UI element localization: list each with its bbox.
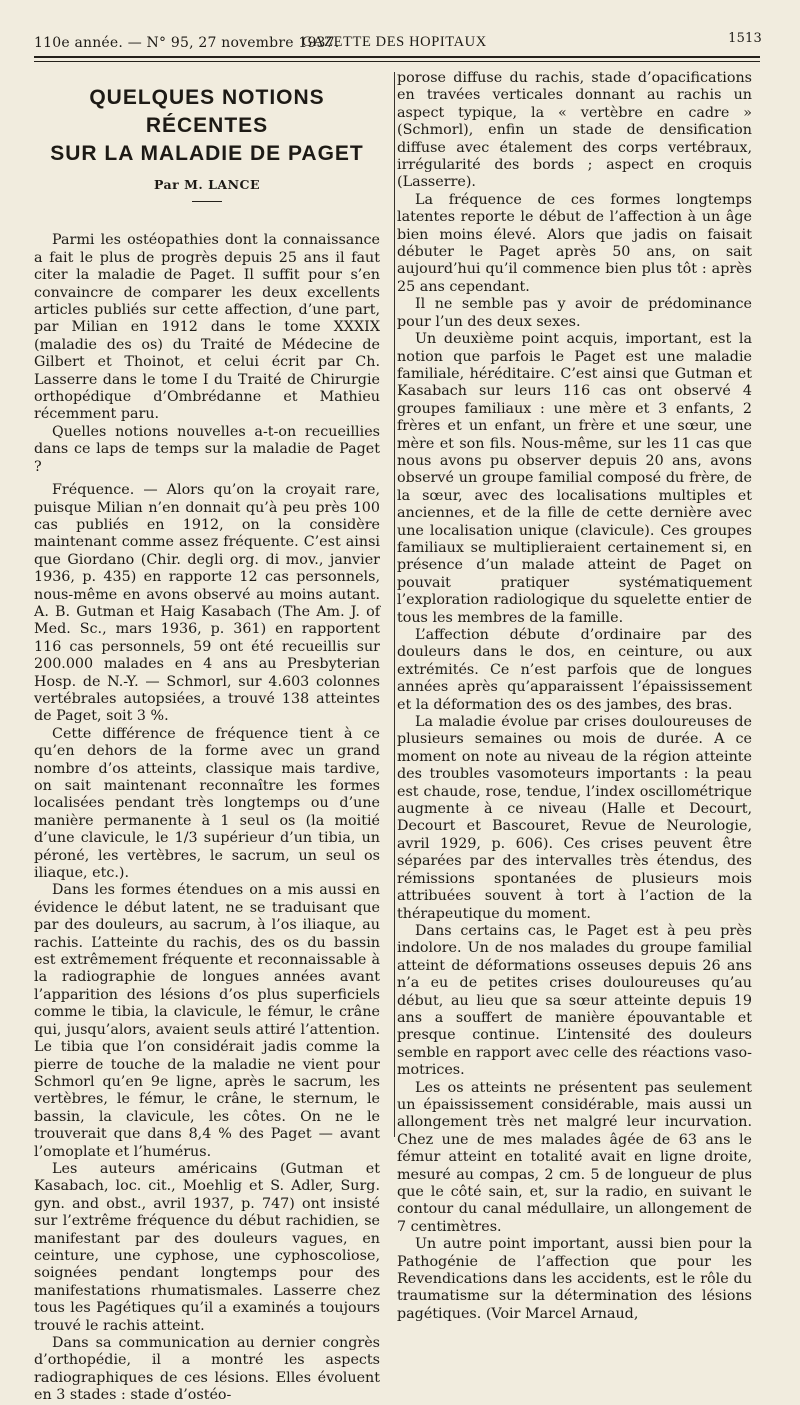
issue-info: 110e année. — N° 95, 27 novembre 1937. (34, 35, 340, 51)
paragraph: Un deuxième point acquis, important, est la notion que parfois le Paget est une maladie familiale, héréditaire. C’est ainsi que Gutman et Kasabach sur leurs 116 cas ont observé 4 groupes familiaux : une mère et 3 enfants, 2 frères et un enfant, un frère et une sœur, une mère et son fils. Nous-même, sur les 11 cas que nous avons pu observer depuis 20 ans, avons observé un groupe familial composé du frère, de la sœur, avec des localisations multiples et anciennes, et de la fille de cette dernière avec une localisation unique (clavicule). Ces groupes familiaux se multiplieraient certainement si, en présence d’un malade atteint de Paget on pouvait pratiquer systématiquement l’exploration radiologique du squelette entier de tous les membres de la famille. (397, 331, 752, 626)
running-header (34, 33, 762, 53)
paragraph: La fréquence de ces formes longtemps latentes reporte le début de l’affection à un âge bien moins élevé. Alors que jadis on faisait débuter le Paget après 50 ans, on sait aujourd’hui qu’il commence bien plus tôt : après 25 ans cependant. (397, 191, 752, 295)
article-author: Par M. LANCE (153, 177, 261, 192)
paragraph: Fréquence. — Alors qu’on la croyait rare, puisque Milian n’en donnait qu’à peu près 100 cas publiés en 1912, on la considère maintenant comme assez fréquente. C’est ainsi que Giordano (Chir. degli org. di mov., janvier 1936, p. 435) en rapporte 12 cas personnels, nous-même en avons observé au moins autant. A. B. Gutman et Haig Kasabach (The Am. J. of Med. Sc., mars 1936, p. 361) en rapportent 116 cas personnels, 59 ont été recueillis sur 200.000 malades en 4 ans au Presbyterian Hosp. de N.-Y. — Schmorl, sur 4.603 colonnes vertébrales autopsiées, a trouvé 138 atteintes de Paget, soit 3 %. (34, 482, 380, 725)
paragraph: Les auteurs américains (Gutman et Kasabach, loc. cit., Moehlig et S. Adler, Surg. gyn. and obst., avril 1937, p. 747) ont insisté sur l’extrême fréquence du début rachidien, se manifestant par des douleurs vagues, en ceinture, une cyphose, une cyphoscoliose, soignées pendant longtemps pour des manifestations rhumatismales. Lasserre chez tous les Pagétiques qu’il a examinés a toujours trouvé le rachis atteint. (34, 1160, 380, 1334)
paragraph: La maladie évolue par crises douloureuses de plusieurs semaines ou mois de durée. A ce moment on note au niveau de la région atteinte des troubles vasomoteurs importants : la peau est chaude, rose, tendue, l’index oscillométrique augmente à ce niveau (Halle et Decourt, Decourt et Bascouret, Revue de Neurologie, avril 1929, p. 606). Ces crises peuvent être séparées par des intervalles très étendus, des rémissions spontanées de plusieurs mois attribuées souvent à tort à l’action de la thérapeutique du moment. (397, 714, 752, 922)
journal-title: GAZETTE DES HOPITAUX (302, 34, 487, 50)
paragraph: Il ne semble pas y avoir de prédominance pour l’un des deux sexes. (397, 296, 752, 330)
article-title-line-1: QUELQUES NOTIONS RÉCENTES (89, 86, 325, 137)
right-column (397, 70, 752, 1323)
page-number: 1513 (728, 31, 762, 46)
paragraph: Parmi les ostéopathies dont la connaissance a fait le plus de progrès depuis 25 ans il faut citer la maladie de Paget. Il suffit pour s’en convaincre de comparer les deux excellents articles publiés sur cette affection, d’une part, par Milian en 1912 dans le tome XXXIX (maladie des os) du Traité de Médecine de Gilbert et Thoinot, et celui écrit par Ch. Lasserre dans le tome I du Traité de Chirurgie orthopédique d’Ombrédanne et Mathieu récemment paru. (34, 232, 380, 423)
article-title (34, 84, 380, 168)
left-column (34, 84, 380, 1405)
paragraph: Dans sa communication au dernier congrès d’orthopédie, il a montré les aspects radiographiques de ces lésions. Elles évoluent en 3 stades : stade d’ostéo- (34, 1335, 380, 1404)
header-rule-thick (34, 56, 760, 58)
paragraph: L’affection débute d’ordinaire par des douleurs dans le dos, en ceinture, ou aux extrémités. Ce n’est parfois que de longues années après qu’apparaissent l’épaississement et la déformation des os des jambes, des bras. (397, 627, 752, 713)
paragraph: Dans les formes étendues on a mis aussi en évidence le début latent, ne se traduisant que par des douleurs, au sacrum, à l’os iliaque, au rachis. L’atteinte du rachis, des os du bassin est extrêmement fréquente et reconnaissable à la radiographie de longues années avant l’apparition des lésions d’os plus superficiels comme le tibia, la clavicule, le fémur, le crâne qui, jusqu’alors, avaient seuls attiré l’attention. Le tibia que l’on considérait jadis comme la pierre de touche de la maladie ne vient pour Schmorl qu’en 9e ligne, après le sacrum, les vertèbres, le fémur, le crâne, le sternum, le bassin, la clavicule, les côtes. On ne le trouverait que dans 8,4 % des Paget — avant l’omoplate et l’humérus. (34, 882, 380, 1160)
paragraph: porose diffuse du rachis, stade d’opacifications en travées verticales donnant au rachis un aspect typique, la « vertèbre en cadre » (Schmorl), enfin un stade de densification diffuse avec étalement des corps vertébraux, irrégularité des bords ; aspect en croquis (Lasserre). (397, 70, 752, 191)
paragraph: Dans certains cas, le Paget est à peu près indolore. Un de nos malades du groupe familial atteint de déformations osseuses depuis 26 ans n’a eu de petites crises douloureuses qu’au début, au lieu que sa sœur atteinte depuis 19 ans a souffert de manière épouvantable et presque continue. L’intensité des douleurs semble en rapport avec celle des réactions vaso-motrices. (397, 922, 752, 1079)
paragraph: Un autre point important, aussi bien pour la Pathogénie de l’affection que pour les Revendications dans les accidents, est le rôle du traumatisme sur la détermination des lésions pagétiques. (Voir Marcel Arnaud, (397, 1236, 752, 1322)
title-separator (192, 201, 222, 202)
article-title-line-2: SUR LA MALADIE DE PAGET (50, 142, 364, 165)
paragraph: Cette différence de fréquence tient à ce qu’en dehors de la forme avec un grand nombre d’os atteints, classique mais tardive, on sait maintenant reconnaître les formes localisées pendant très longtemps ou d’une manière permanente à 1 seul os (la moitié d’une clavicule, le 1/3 supérieur d’un tibia, un péroné, les vertèbres, le sacrum, un seul os iliaque, etc.). (34, 725, 380, 882)
header-rule-thin (34, 61, 760, 62)
paragraph: Les os atteints ne présentent pas seulement un épaississement considérable, mais aussi un allongement très net malgré leur incurvation. Chez une de mes malades âgée de 63 ans le fémur atteint en totalité avait en ligne droite, mesuré au compas, 2 cm. 5 de longueur de plus que le côté sain, et, sur la radio, en suivant le contour du canal médullaire, un allongement de 7 centimètres. (397, 1079, 752, 1235)
paragraph: Quelles notions nouvelles a-t-on recueillies dans ce laps de temps sur la maladie de Paget ? (34, 423, 380, 475)
column-divider (394, 72, 395, 1137)
